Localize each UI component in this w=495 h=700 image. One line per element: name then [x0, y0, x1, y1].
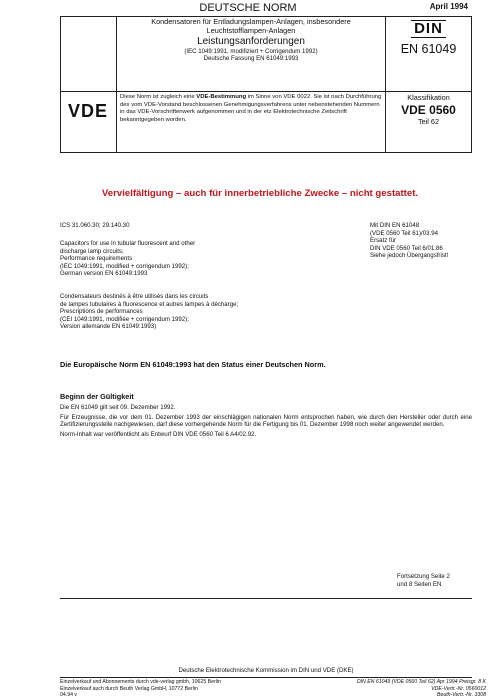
classification-block: [386, 94, 471, 127]
replacement-note: Mit DIN EN 61048 (VDE 0560 Teil 61)/03.94 Ersatz für DIN VDE 0560 Teil 6/01.86 Siehe jedoch Übergangsfrist!: [370, 222, 449, 260]
title-line-2: Leuchtstofflampen-Anlagen: [206, 25, 296, 35]
footer-identifiers: DIN EN 61049 (VDE 0560 Teil 62) Apr 1994 Preisgr. 8 K VDE-Vertr.-Nr. 0560012 Beuth-Vertr.-Nr. 3308: [356, 679, 486, 698]
main-title: Leistungsanforderungen: [197, 35, 305, 47]
continuation-note: Fortsetzung Seite 2 und 8 Seiten EN: [397, 573, 450, 588]
frame-inner-left-line: [116, 16, 117, 153]
english-title: Capacitors for use in tubular fluorescent and other discharge lamp circuits; Performance requirements (IEC 1049:1991, modified + corrigendum 1992); German version EN 61049:1993: [60, 240, 196, 278]
publication-date: April 1994: [429, 2, 468, 11]
title-block: [118, 18, 384, 63]
din-block: [386, 20, 471, 56]
validity-heading: Beginn der Gültigkeit: [60, 392, 134, 401]
classification-teil: Teil 62: [417, 116, 440, 126]
classification-label: Klassifikation: [407, 93, 450, 102]
frame-divider-line: [60, 91, 472, 92]
frame-bottom-line: [60, 152, 472, 153]
copy-warning: Vervielfältigung – auch für innerbetriebliche Zwecke – nicht gestattet.: [101, 188, 419, 199]
footer-rule: [60, 677, 472, 678]
vde-statement: Diese Norm ist zugleich eine VDE-Bestimmung im Sinne von VDE 0022. Sie ist nach Durchführung des vom VDE-Vorstand beschlossenen Genehmigungsverfahrens unter nebenstehenden Nummern in das VDE-Vorschriftenwerk aufgenommen und in der etz Elektrotechnische Zeitschrift bekanntgegeben worden.: [120, 94, 382, 123]
title-subline-1: (IEC 1049:1991, modifiziert + Corrigendum 1992): [184, 47, 318, 55]
french-title: Condensateurs destinés à être utilisés dans les circuits de lampes tubulaires à fluorescence et autres lampes à décharge; Prescriptions de performances (CEI 1049:1991, modifiée + corrigendum 1992); Version allemande EN 61049:1993): [60, 293, 239, 331]
din-logo: DIN: [411, 20, 446, 38]
frame-left-line: [60, 16, 61, 153]
title-line-1: Kondensatoren für Entladungslampen-Anlagen, insbesondere: [151, 17, 351, 26]
title-subline-2: Deutsche Fassung EN 61049:1993: [203, 55, 299, 63]
document-type-title: DEUTSCHE NORM: [199, 2, 297, 14]
validity-paragraph-1: Die EN 61049 gilt seit 09. Dezember 1992.: [60, 404, 176, 411]
frame-right-line: [471, 16, 472, 153]
commission-name: Deutsche Elektrotechnische Kommission im DIN und VDE (DKE): [178, 667, 354, 674]
ics-code: ICS 31.060.30; 29.140.30: [60, 222, 130, 229]
footer-distribution: Einzelverkauf und Abonnements durch vde-verlag gmbh, 10625 Berlin Einzelverkauf auch durch Beuth Verlag GmbH, 10772 Berlin 04.94 v: [60, 679, 221, 698]
validity-paragraph-3: Norm-Inhalt war veröffentlicht als Entwurf DIN VDE 0560 Teil 6 A4/02.92.: [60, 430, 257, 438]
status-statement: Die Europäische Norm EN 61049:1993 hat den Status einer Deutschen Norm.: [60, 360, 326, 369]
validity-section: [60, 392, 472, 438]
din-number: EN 61049: [400, 42, 457, 56]
bottom-rule: [60, 598, 472, 599]
classification-number: VDE 0560: [401, 102, 456, 117]
vde-logo: VDE: [67, 101, 108, 121]
validity-paragraph-2: Für Erzeugnisse, die vor dem 01. Dezember 1993 der einschlägigen nationalen Norm entsprochen haben, wie durch den Hersteller oder durch eine Zertifizierungsstelle nachgewiesen, darf diese vorhergehende Norm für die Fertigung bis 01. Dezember 1998 noch weiter angewendet werden.: [60, 413, 472, 429]
